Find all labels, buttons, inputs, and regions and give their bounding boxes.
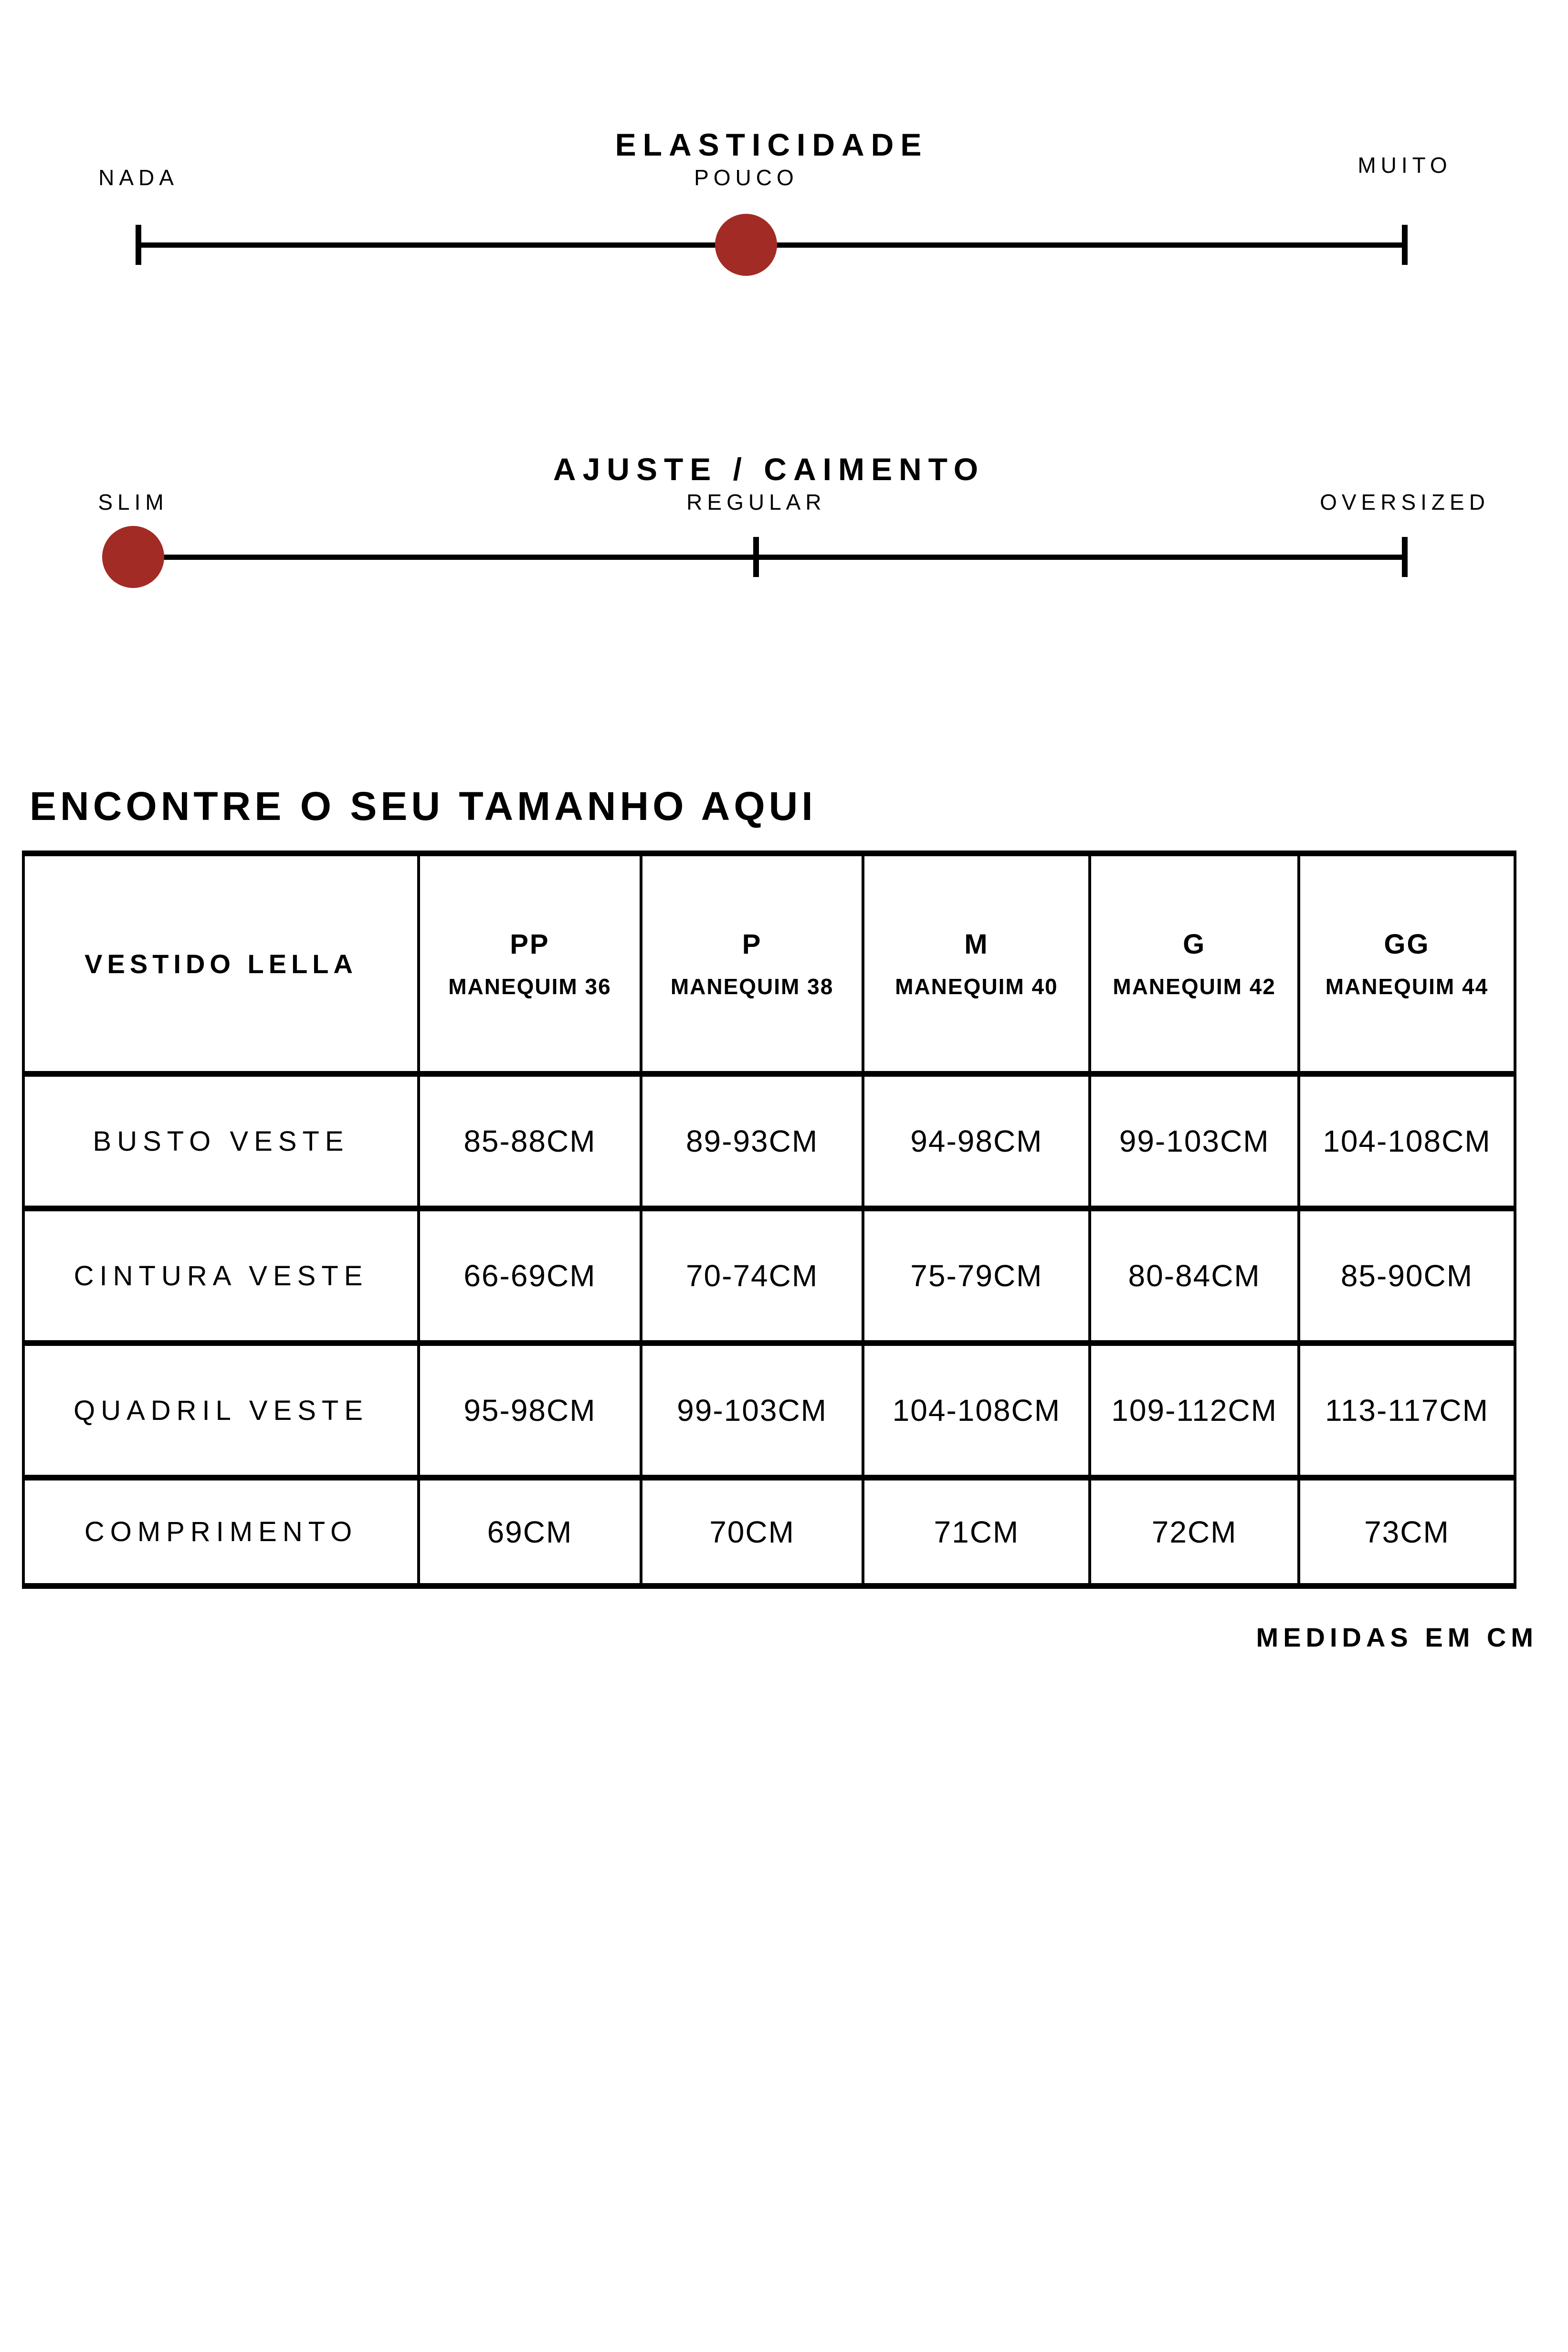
measure-value: 89-93CM [685, 1124, 819, 1158]
table-corner-cell [23, 853, 419, 1074]
measure-value: 94-98CM [910, 1124, 1043, 1158]
measure-value: 70CM [709, 1514, 795, 1549]
size-table [22, 850, 1516, 1589]
measure-value: 85-88CM [463, 1124, 596, 1158]
measure-value: 66-69CM [463, 1259, 596, 1293]
fit-title: AJUSTE / CAIMENTO [553, 451, 985, 487]
mannequin-label: MANEQUIM 40 [895, 974, 1058, 999]
column-header-g [1090, 853, 1299, 1074]
elasticity-label-muito: MUITO [1358, 153, 1452, 178]
fit-label-oversized: OVERSIZED [1320, 490, 1490, 514]
size-code: G [1183, 928, 1206, 960]
size-table-wrap [22, 850, 1516, 1589]
measure-value: 85-90CM [1340, 1259, 1473, 1293]
measure-value: 69CM [487, 1514, 573, 1549]
elasticity-scale-labels [98, 153, 1452, 193]
elasticity-label-nada: NADA [98, 165, 179, 190]
column-header-pp [419, 853, 641, 1074]
row-label: QUADRIL VESTE [74, 1395, 369, 1426]
fit-slider-marker[interactable] [102, 526, 164, 588]
fit-label-slim: SLIM [98, 490, 168, 514]
fit-slider-track[interactable] [133, 555, 1405, 560]
measure-value: 71CM [934, 1514, 1020, 1549]
size-code: P [742, 928, 762, 960]
measure-value: 113-117CM [1325, 1393, 1489, 1428]
fit-section [98, 422, 1490, 613]
measurements-unit-note: MEDIDAS EM CM [1256, 1622, 1538, 1652]
start-tick [136, 225, 141, 265]
measure-value: 72CM [1151, 1514, 1237, 1549]
measure-value: 70-74CM [685, 1259, 819, 1293]
find-your-size-heading: ENCONTRE O SEU TAMANHO AQUI [30, 784, 817, 829]
elasticity-slider-marker[interactable] [715, 214, 777, 276]
row-label: COMPRIMENTO [84, 1516, 358, 1547]
measure-value: 99-103CM [677, 1393, 827, 1428]
size-code: M [964, 928, 989, 960]
size-code: PP [510, 928, 550, 960]
column-header-p [641, 853, 863, 1074]
column-header-gg [1299, 853, 1515, 1074]
mannequin-label: MANEQUIM 38 [670, 974, 834, 999]
measure-value: 75-79CM [910, 1259, 1043, 1293]
elasticity-slider-track[interactable] [138, 242, 1405, 248]
measure-value: 73CM [1364, 1514, 1450, 1549]
size-code: GG [1384, 928, 1430, 960]
row-label: BUSTO VESTE [93, 1125, 349, 1157]
mannequin-label: MANEQUIM 36 [448, 974, 611, 999]
elasticity-title: ELASTICIDADE [615, 126, 928, 162]
measure-value: 99-103CM [1119, 1124, 1270, 1158]
column-header-m [863, 853, 1090, 1074]
table-row-comprimento [23, 1478, 1515, 1586]
measure-value: 80-84CM [1128, 1259, 1261, 1293]
table-row-cintura [23, 1208, 1515, 1343]
elasticity-label-pouco: POUCO [694, 165, 799, 190]
table-row-busto [23, 1074, 1515, 1208]
table-row-quadril [23, 1343, 1515, 1478]
fit-label-regular: REGULAR [686, 490, 826, 514]
end-tick [1402, 537, 1408, 577]
fit-scale-labels [98, 489, 1490, 518]
table-header-row [23, 853, 1515, 1074]
end-tick [1402, 225, 1408, 265]
middle-tick [753, 537, 759, 577]
measure-value: 104-108CM [1323, 1124, 1491, 1158]
mannequin-label: MANEQUIM 44 [1325, 974, 1489, 999]
elasticity-section [98, 98, 1452, 289]
mannequin-label: MANEQUIM 42 [1113, 974, 1276, 999]
row-label: CINTURA VESTE [74, 1260, 368, 1292]
measure-value: 95-98CM [463, 1393, 596, 1428]
measure-value: 109-112CM [1111, 1393, 1277, 1428]
measure-value: 104-108CM [892, 1393, 1061, 1428]
product-name: VESTIDO LELLA [84, 948, 358, 979]
